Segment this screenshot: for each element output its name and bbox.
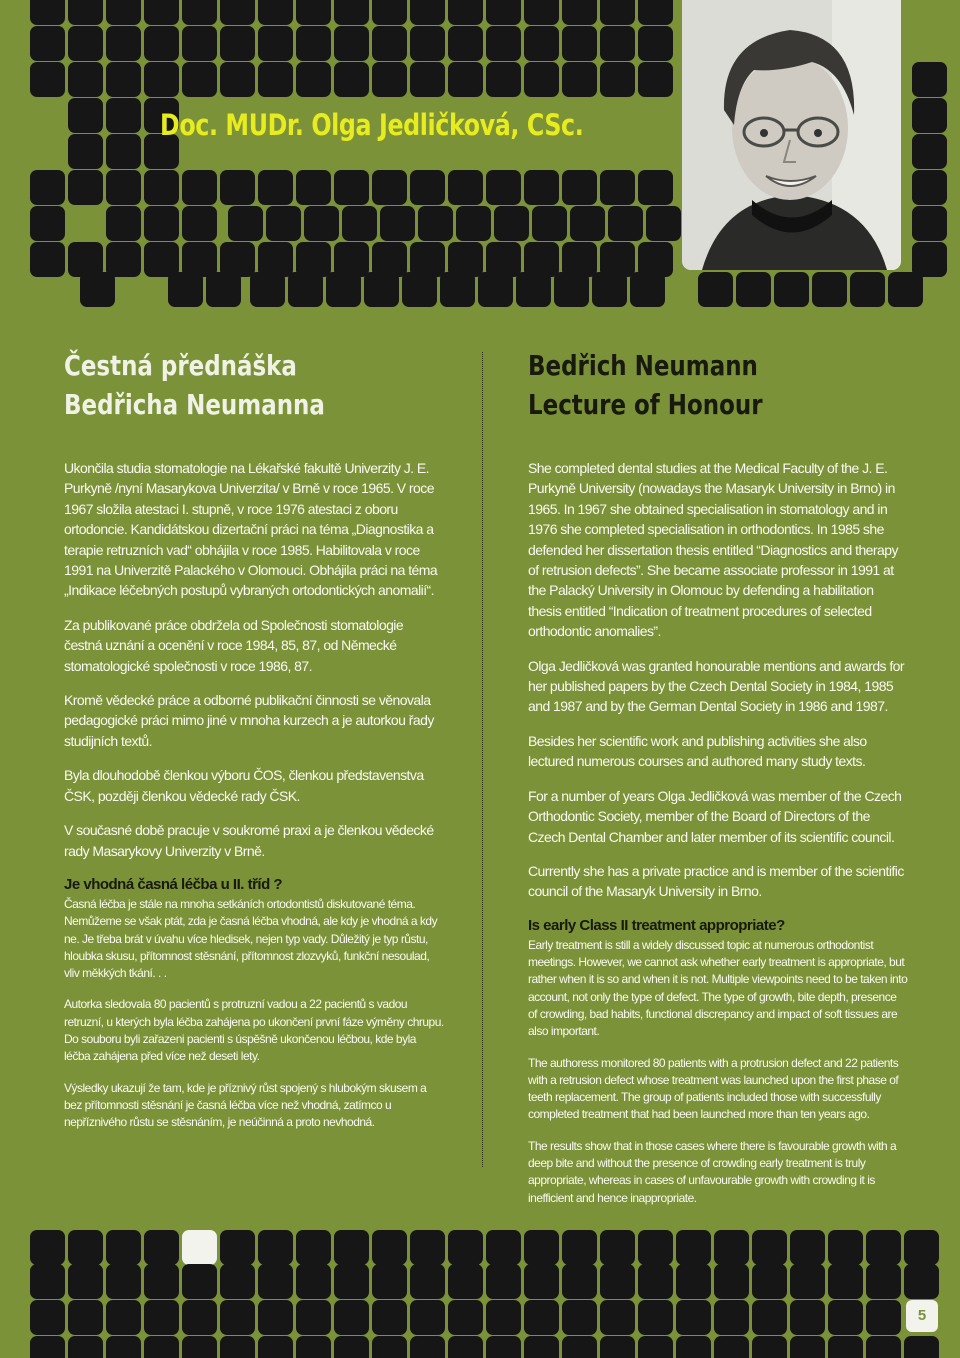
decorative-tile xyxy=(904,1230,939,1265)
abstract-paragraph: The results show that in those cases where there is favourable growth with a deep bite and without the presence of crowding early treatment is truly appropriate, whereas in cases of unfavourable growth with crowding it is inefficient and hence inappropriate. xyxy=(528,1138,897,1205)
decorative-tile xyxy=(410,0,445,25)
decorative-tile xyxy=(676,1300,711,1335)
decorative-tile xyxy=(638,1336,673,1358)
decorative-tile xyxy=(402,272,437,307)
decorative-tile xyxy=(30,0,65,25)
decorative-tile xyxy=(562,1300,597,1335)
decorative-tile xyxy=(904,1264,939,1299)
subheading: Is early Class II treatment appropriate? xyxy=(528,916,785,934)
decorative-tile xyxy=(364,272,399,307)
czech-column xyxy=(64,458,444,1145)
decorative-tile xyxy=(410,170,445,205)
decorative-tile xyxy=(206,272,241,307)
decorative-tile xyxy=(638,0,673,25)
paragraph: Kromě vědecké práce a odborné publikační činnosti se věnovala pedagogické práci mimo jiné v mnoha kurzech a je autorkou řady studijních textů. xyxy=(64,692,434,749)
decorative-tile xyxy=(736,272,771,307)
decorative-tile xyxy=(182,1300,217,1335)
decorative-tile xyxy=(486,62,521,97)
decorative-tile xyxy=(638,26,673,61)
decorative-tile xyxy=(106,170,141,205)
decorative-tile xyxy=(562,1264,597,1299)
decorative-tile xyxy=(296,1336,331,1358)
decorative-tile xyxy=(106,1336,141,1358)
decorative-tile xyxy=(30,1264,65,1299)
paragraph: Currently she has a private practice and is member of the scientific council of the Masaryk University in Brno. xyxy=(528,862,904,900)
decorative-tile xyxy=(638,1300,673,1335)
decorative-tile xyxy=(258,1264,293,1299)
decorative-tile xyxy=(296,1300,331,1335)
title-line: Bedřicha Neumanna xyxy=(64,388,325,421)
decorative-tile xyxy=(372,170,407,205)
decorative-tile xyxy=(30,62,65,97)
decorative-tile xyxy=(828,1300,863,1335)
decorative-tile xyxy=(334,1230,369,1265)
decorative-tile xyxy=(486,1336,521,1358)
decorative-tile xyxy=(866,1264,901,1299)
decorative-tile xyxy=(182,62,217,97)
decorative-tile xyxy=(410,1230,445,1265)
title-line: Čestná přednáška xyxy=(64,349,297,382)
decorative-tile xyxy=(592,272,627,307)
decorative-tile xyxy=(752,1300,787,1335)
abstract-paragraph: Výsledky ukazují že tam, kde je příznivý růst spojený s hlubokým skusem a bez přítomnosti stěsnání je časná léčba více než vhodná, zatímco u nepříznivého růstu se stěsnáním, je neúčinná a proto nevhodná. xyxy=(64,1080,427,1130)
decorative-tile xyxy=(790,1264,825,1299)
decorative-tile xyxy=(182,26,217,61)
decorative-tile xyxy=(106,1230,141,1265)
decorative-tile xyxy=(258,26,293,61)
decorative-tile xyxy=(106,1264,141,1299)
decorative-tile xyxy=(562,26,597,61)
decorative-tile xyxy=(106,26,141,61)
decorative-tile xyxy=(600,26,635,61)
decorative-tile xyxy=(608,206,643,241)
decorative-tile xyxy=(486,1264,521,1299)
decorative-tile xyxy=(372,1264,407,1299)
title-line: Bedřich Neumann xyxy=(528,349,758,382)
decorative-tile xyxy=(570,206,605,241)
decorative-tile xyxy=(68,1230,103,1265)
decorative-tile xyxy=(562,170,597,205)
decorative-tile xyxy=(106,134,141,169)
decorative-tile xyxy=(532,206,567,241)
paragraph: Ukončila studia stomatologie na Lékařské fakultě Univerzity J. E. Purkyně /nyní Masarykova Univerzita/ v Brně v roce 1965. V roce 1967 složila atestaci I. stupně, v roce 1976 atestaci z oboru ortodoncie. Kandidátskou dizertační práci na téma „Diagnostika a terapie retruzních vad“ obhájila v roce 1985. Habilitovala v roce 1991 na Univerzitě Palackého v Olomouci. Obhájila práci na téma „Indikace léčebných postupů vybraných ortodontických anomalií“. xyxy=(64,460,438,599)
decorative-tile xyxy=(258,1230,293,1265)
decorative-tile xyxy=(106,0,141,25)
decorative-tile xyxy=(342,206,377,241)
decorative-tile xyxy=(600,62,635,97)
decorative-tile xyxy=(296,26,331,61)
decorative-tile xyxy=(372,1300,407,1335)
decorative-tile xyxy=(448,26,483,61)
decorative-tile xyxy=(448,1300,483,1335)
decorative-tile xyxy=(448,170,483,205)
decorative-tile xyxy=(106,1300,141,1335)
decorative-tile xyxy=(714,1264,749,1299)
decorative-tile xyxy=(68,1300,103,1335)
decorative-tile xyxy=(182,206,217,241)
decorative-tile xyxy=(334,0,369,25)
decorative-tile xyxy=(912,62,947,97)
decorative-tile xyxy=(304,206,339,241)
decorative-tile xyxy=(448,1230,483,1265)
decorative-tile xyxy=(258,62,293,97)
decorative-tile xyxy=(524,62,559,97)
decorative-tile xyxy=(334,1264,369,1299)
decorative-tile xyxy=(866,1230,901,1265)
decorative-tile xyxy=(600,1264,635,1299)
decorative-tile xyxy=(106,242,141,277)
decorative-tile xyxy=(334,26,369,61)
decorative-tile xyxy=(220,1336,255,1358)
decorative-tile xyxy=(372,0,407,25)
decorative-tile xyxy=(410,1300,445,1335)
decorative-tile xyxy=(714,1300,749,1335)
column-divider xyxy=(482,352,483,1167)
paragraph: Byla dlouhodobě členkou výboru ČOS, členkou představenstva ČSK, později členkou vědecké rady ČSK. xyxy=(64,767,424,804)
decorative-tile xyxy=(440,272,475,307)
decorative-tile xyxy=(144,1336,179,1358)
decorative-tile xyxy=(714,1230,749,1265)
decorative-tile xyxy=(600,170,635,205)
decorative-tile xyxy=(790,1230,825,1265)
decorative-tile xyxy=(220,170,255,205)
decorative-tile xyxy=(106,206,141,241)
decorative-tile xyxy=(888,272,923,307)
decorative-tile xyxy=(68,62,103,97)
decorative-tile xyxy=(68,98,103,133)
decorative-tile xyxy=(752,1230,787,1265)
decorative-tile xyxy=(752,1264,787,1299)
decorative-tile xyxy=(912,170,947,205)
decorative-tile xyxy=(68,0,103,25)
decorative-tile xyxy=(30,26,65,61)
decorative-tile xyxy=(334,62,369,97)
decorative-tile xyxy=(866,1300,901,1335)
decorative-tile xyxy=(144,1230,179,1265)
decorative-tile xyxy=(524,26,559,61)
decorative-tile xyxy=(68,170,103,205)
decorative-tile xyxy=(380,206,415,241)
decorative-tile xyxy=(638,1230,673,1265)
decorative-tile xyxy=(258,1336,293,1358)
decorative-tile xyxy=(30,1336,65,1358)
decorative-tile xyxy=(554,272,589,307)
section-title-english xyxy=(528,346,763,424)
decorative-tile xyxy=(486,26,521,61)
decorative-tile xyxy=(456,206,491,241)
decorative-tile xyxy=(524,0,559,25)
decorative-tile xyxy=(68,26,103,61)
decorative-tile xyxy=(828,1264,863,1299)
abstract-paragraph: Časná léčba je stále na mnoha setkáních ortodontistů diskutované téma. Nemůžeme se však ptát, zda je časná léčba vhodná, ale kdy je vhodná a kdy ne. Je třeba brát v úvahu více hledisek, nejen typ vady. Důležitý je typ růstu, hloubka skusu, přítomnost stěsnání, přítomnost zlozvyků, funkční nesoulad, vliv měkkých tkání. . . xyxy=(64,896,438,981)
decorative-tile xyxy=(638,170,673,205)
decorative-tile xyxy=(144,170,179,205)
decorative-tile xyxy=(524,1336,559,1358)
decorative-tile xyxy=(866,1336,901,1358)
decorative-tile xyxy=(828,1230,863,1265)
paragraph: Olga Jedličková was granted honourable mentions and awards for her published papers by the Czech Dental Society in 1984, 1985 and 1987 and by the German Dental Society in 1986 and 1987. xyxy=(528,657,905,715)
decorative-tile xyxy=(296,0,331,25)
decorative-tile xyxy=(752,1336,787,1358)
decorative-tile xyxy=(296,62,331,97)
decorative-tile xyxy=(486,1300,521,1335)
decorative-tile xyxy=(220,1300,255,1335)
decorative-tile xyxy=(524,1264,559,1299)
decorative-tile xyxy=(182,0,217,25)
decorative-tile xyxy=(524,170,559,205)
decorative-tile xyxy=(372,1230,407,1265)
decorative-tile xyxy=(334,1300,369,1335)
decorative-tile xyxy=(410,62,445,97)
abstract-paragraph: Autorka sledovala 80 pacientů s protruzní vadou a 22 pacientů s vadou retruzní, u kterých byla léčba zahájena po ukončení první fáze výměny chrupu. Do souboru byli zařazeni pacienti s úspěšně ukončenou léčbou, kde byla léčba zahájena před více než deseti lety. xyxy=(64,997,444,1064)
decorative-tile xyxy=(850,272,885,307)
decorative-tile xyxy=(80,272,115,307)
decorative-tile xyxy=(828,1336,863,1358)
decorative-tile xyxy=(410,1336,445,1358)
decorative-tile xyxy=(372,26,407,61)
decorative-tile xyxy=(912,134,947,169)
decorative-tile xyxy=(524,1300,559,1335)
decorative-tile xyxy=(266,206,301,241)
decorative-tile xyxy=(448,62,483,97)
paragraph: Za publikované práce obdržela od Společnosti stomatologie čestná uznání a ocenění v roce 1984, 85, 87, od Německé stomatologické společnosti v roce 1986, 87. xyxy=(64,616,404,674)
paragraph: For a number of years Olga Jedličková was member of the Czech Orthodontic Society, member of the Board of Directors of the Czech Dental Chamber and later member of its scientific council. xyxy=(528,787,902,845)
decorative-tile xyxy=(562,62,597,97)
decorative-tile xyxy=(638,62,673,97)
decorative-tile xyxy=(630,272,665,307)
decorative-tile xyxy=(774,272,809,307)
decorative-tile xyxy=(600,0,635,25)
decorative-tile xyxy=(904,1336,939,1358)
decorative-tile xyxy=(144,0,179,25)
decorative-tile xyxy=(676,1264,711,1299)
decorative-tile xyxy=(646,206,681,241)
decorative-tile xyxy=(30,206,65,241)
decorative-tile xyxy=(288,272,323,307)
abstract-paragraph: Early treatment is still a widely discussed topic at numerous orthodontist meetings. However, we cannot ask whether early treatment is appropriate, but rather when it is so and when it is not. Multiple viewpoints need to be taken into account, not only the type of defect. The type of growth, bite depth, presence of crowding, bad habits, functional discrepancy and impact of soft tissues are also important. xyxy=(528,937,908,1039)
decorative-tile xyxy=(220,1230,255,1265)
decorative-tile xyxy=(220,1264,255,1299)
abstract-paragraph: The authoress monitored 80 patients with a protrusion defect and 22 patients with a retrusion defect whose treatment was launched upon the first phase of teeth replacement. The group of patients included those with successfully completed treatment that had been launched more than ten years ago. xyxy=(528,1055,899,1122)
decorative-tile xyxy=(182,1336,217,1358)
decorative-tile xyxy=(334,1336,369,1358)
decorative-tile xyxy=(106,98,141,133)
decorative-tile xyxy=(144,26,179,61)
decorative-tile xyxy=(478,272,513,307)
decorative-tile xyxy=(562,0,597,25)
decorative-tile xyxy=(220,26,255,61)
decorative-tile xyxy=(714,1336,749,1358)
decorative-tile xyxy=(486,170,521,205)
decorative-tile xyxy=(372,62,407,97)
decorative-tile xyxy=(676,1336,711,1358)
decorative-tile xyxy=(676,1230,711,1265)
hero-name: Doc. MUDr. Olga Jedličková, CSc. xyxy=(160,108,584,142)
decorative-tile xyxy=(106,62,141,97)
decorative-tile xyxy=(168,272,203,307)
decorative-tile xyxy=(790,1300,825,1335)
decorative-tile xyxy=(220,62,255,97)
decorative-tile xyxy=(144,62,179,97)
decorative-tile xyxy=(144,1300,179,1335)
decorative-tile xyxy=(144,206,179,241)
decorative-tile xyxy=(250,272,285,307)
decorative-tile xyxy=(334,170,369,205)
decorative-tile xyxy=(448,1264,483,1299)
decorative-tile xyxy=(516,272,551,307)
subheading: Je vhodná časná léčba u II. tříd ? xyxy=(64,875,283,893)
decorative-tile xyxy=(68,1264,103,1299)
decorative-tile xyxy=(494,206,529,241)
decorative-tile xyxy=(372,1336,407,1358)
decorative-tile xyxy=(698,272,733,307)
decorative-tile xyxy=(418,206,453,241)
decorative-tile xyxy=(228,206,263,241)
decorative-tile xyxy=(410,1264,445,1299)
decorative-tile xyxy=(182,170,217,205)
decorative-tile xyxy=(68,134,103,169)
decorative-tile xyxy=(144,1264,179,1299)
decorative-tile xyxy=(410,26,445,61)
decorative-tile xyxy=(182,1230,217,1265)
decorative-tile xyxy=(600,1336,635,1358)
decorative-tile xyxy=(30,1230,65,1265)
decorative-tile xyxy=(912,98,947,133)
section-title-czech xyxy=(64,346,325,424)
decorative-tile xyxy=(448,0,483,25)
decorative-tile xyxy=(182,1264,217,1299)
decorative-tile xyxy=(562,1336,597,1358)
decorative-tile xyxy=(600,1300,635,1335)
decorative-tile xyxy=(638,1264,673,1299)
decorative-tile xyxy=(296,170,331,205)
decorative-tile xyxy=(68,1336,103,1358)
paragraph: She completed dental studies at the Medical Faculty of the J. E. Purkyně University (nowadays the Masaryk University in Brno) in 1965. In 1967 she obtained specialisation in stomatology and in 1976 she completed specialisation in orthodontics. In 1985 she defended her dissertation thesis entitled “Diagnostics and therapy of retrusion defects”. She became associate professor in 1991 at the Palacký University in Olomouc by defending a habilitation thesis entitled “Indication of treatment procedures of selected orthodontic anomalies”. xyxy=(528,460,898,640)
decorative-tile xyxy=(296,1230,331,1265)
decorative-tile xyxy=(30,242,65,277)
decorative-tile xyxy=(600,1230,635,1265)
decorative-tile xyxy=(296,1264,331,1299)
paragraph: Besides her scientific work and publishing activities she also lectured numerous courses and authored many study texts. xyxy=(528,732,867,770)
decorative-tile xyxy=(258,1300,293,1335)
portrait-photo xyxy=(682,0,901,270)
decorative-tile xyxy=(30,1300,65,1335)
decorative-tile xyxy=(30,170,65,205)
english-column xyxy=(528,458,908,1221)
title-line: Lecture of Honour xyxy=(528,388,763,421)
decorative-tile xyxy=(812,272,847,307)
decorative-tile xyxy=(486,0,521,25)
decorative-tile xyxy=(326,272,361,307)
decorative-tile xyxy=(524,1230,559,1265)
decorative-tile xyxy=(258,170,293,205)
portrait-image xyxy=(682,0,901,270)
page-number: 5 xyxy=(906,1300,938,1332)
decorative-tile xyxy=(220,0,255,25)
decorative-tile xyxy=(912,206,947,241)
decorative-tile xyxy=(562,1230,597,1265)
paragraph: V současné době pracuje v soukromé praxi a je členkou vědecké rady Masarykovy Univerzity v Brně. xyxy=(64,822,434,859)
decorative-tile xyxy=(486,1230,521,1265)
decorative-tile xyxy=(790,1336,825,1358)
decorative-tile xyxy=(448,1336,483,1358)
decorative-tile xyxy=(258,0,293,25)
